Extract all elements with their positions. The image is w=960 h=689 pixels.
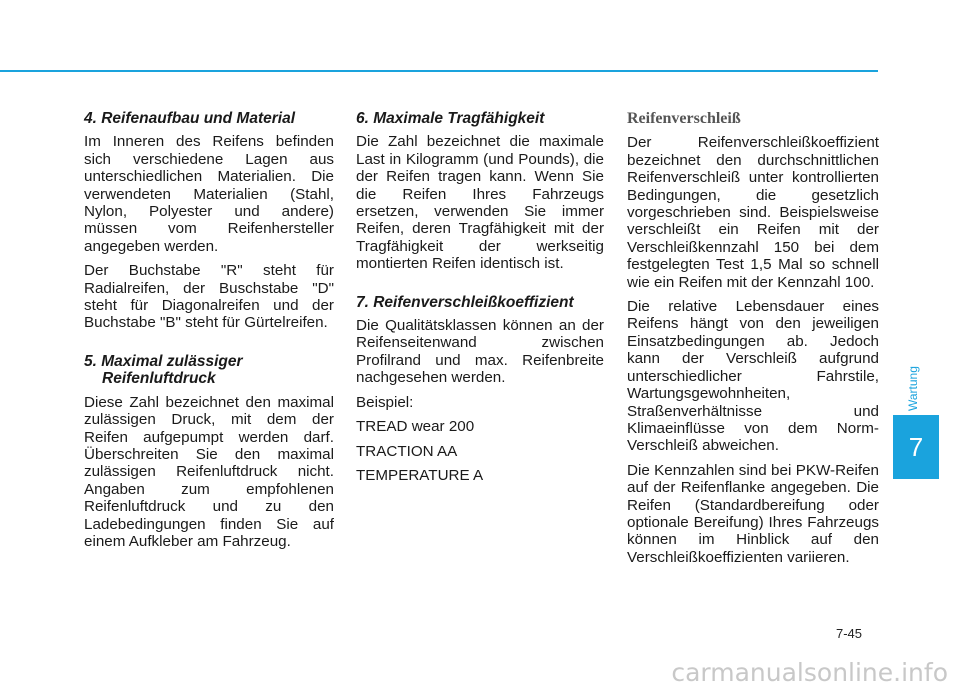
heading-tire-construction: 4. Reifenaufbau und Material	[84, 110, 296, 127]
example-traction: TRACTION AA	[356, 442, 458, 460]
heading-tire-wear: Reifenverschleiß	[627, 110, 741, 127]
paragraph-quality-classes: Die Qualitätsklassen können an der Reifenseitenwand zwischen Profilrand und max. Reifenbreite nachgesehen werden.	[356, 317, 604, 387]
paragraph-construction: Im Inneren des Reifens befinden sich verschiedene Lagen aus unterschiedlichen Materialien. Die verwendeten Materialien (Stahl, Nylon, Polyester und andere) müssen vom Reifenhersteller angegeben werden.	[84, 133, 334, 255]
column-2	[356, 110, 604, 491]
paragraph-max-load: Die Zahl bezeichnet die maximale Last in Kilogramm (und Pounds), die der Reifen tragen kann. Wenn Sie die Reifen Ihres Fahrzeugs ersetzen, verwenden Sie immer Reifen, deren Tragfähigkeit mit der Tragfähigkeit der werkseitig montierten Reifen identisch ist.	[356, 133, 604, 273]
heading-max-pressure: 5. Maximal zulässiger Reifenluftdruck	[84, 352, 243, 388]
example-label: Beispiel:	[356, 393, 414, 411]
section-label: Wartung	[906, 366, 920, 411]
header-rule	[0, 70, 878, 72]
paragraph-sidewall: Die Kennzahlen sind bei PKW-Reifen auf der Reifenflanke angegeben. Die Reifen (Standardbereifung oder optionale Bereifung) Ihres Fahrzeugs können im Hinblick auf den Verschleißkoeffizienten variieren.	[627, 461, 879, 566]
column-3	[627, 110, 879, 573]
heading-wear-coefficient: 7. Reifenverschleißkoeffizient	[356, 293, 574, 311]
paragraph-service-life: Die relative Lebensdauer eines Reifens hängt von den jeweiligen Einsatzbedingungen ab. Jedoch kann der Verschleiß aufgrund unterschiedlicher Fahrstile, Wartungsgewohnheiten, Straßenverhältnisse und Klimaeinflüsse von dem Norm-Verschleiß abweichen.	[627, 298, 879, 455]
example-temperature: TEMPERATURE A	[356, 466, 484, 484]
paragraph-letters: Der Buchstabe "R" steht für Radialreifen, der Buschstabe "D" steht für Diagonalreifen und der Buchstabe "B" steht für Gürtelreifen.	[84, 262, 334, 332]
example-tread: TREAD wear 200	[356, 418, 475, 436]
paragraph-wear-definition: Der Reifenverschleißkoeffizient bezeichnet den durchschnittlichen Reifenverschleiß unter kontrollierten Bedingungen, die gesetzlich vorgeschrieben sind. Beispielsweise verschleißt ein Reifen mit der Verschleißkennzahl 150 bei dem festgelegten Test 1,5 Mal so schnell wie ein Reifen mit der Kennzahl 100.	[627, 134, 879, 291]
chapter-tab: 7	[893, 415, 939, 479]
heading-max-load: 6. Maximale Tragfähigkeit	[356, 110, 545, 127]
column-1	[84, 110, 334, 557]
paragraph-max-pressure: Diese Zahl bezeichnet den maximal zulässigen Druck, mit dem der Reifen aufgepumpt werden darf. Überschreiten Sie den maximal zulässigen Reifenluftdruck nicht. Angaben zum empfohlenen Reifenluftdruck und zu den Ladebedingungen finden Sie auf einem Aufkleber am Fahrzeug.	[84, 393, 334, 550]
watermark: carmanualsonline.info	[671, 658, 948, 687]
page-number: 7-45	[836, 626, 863, 641]
